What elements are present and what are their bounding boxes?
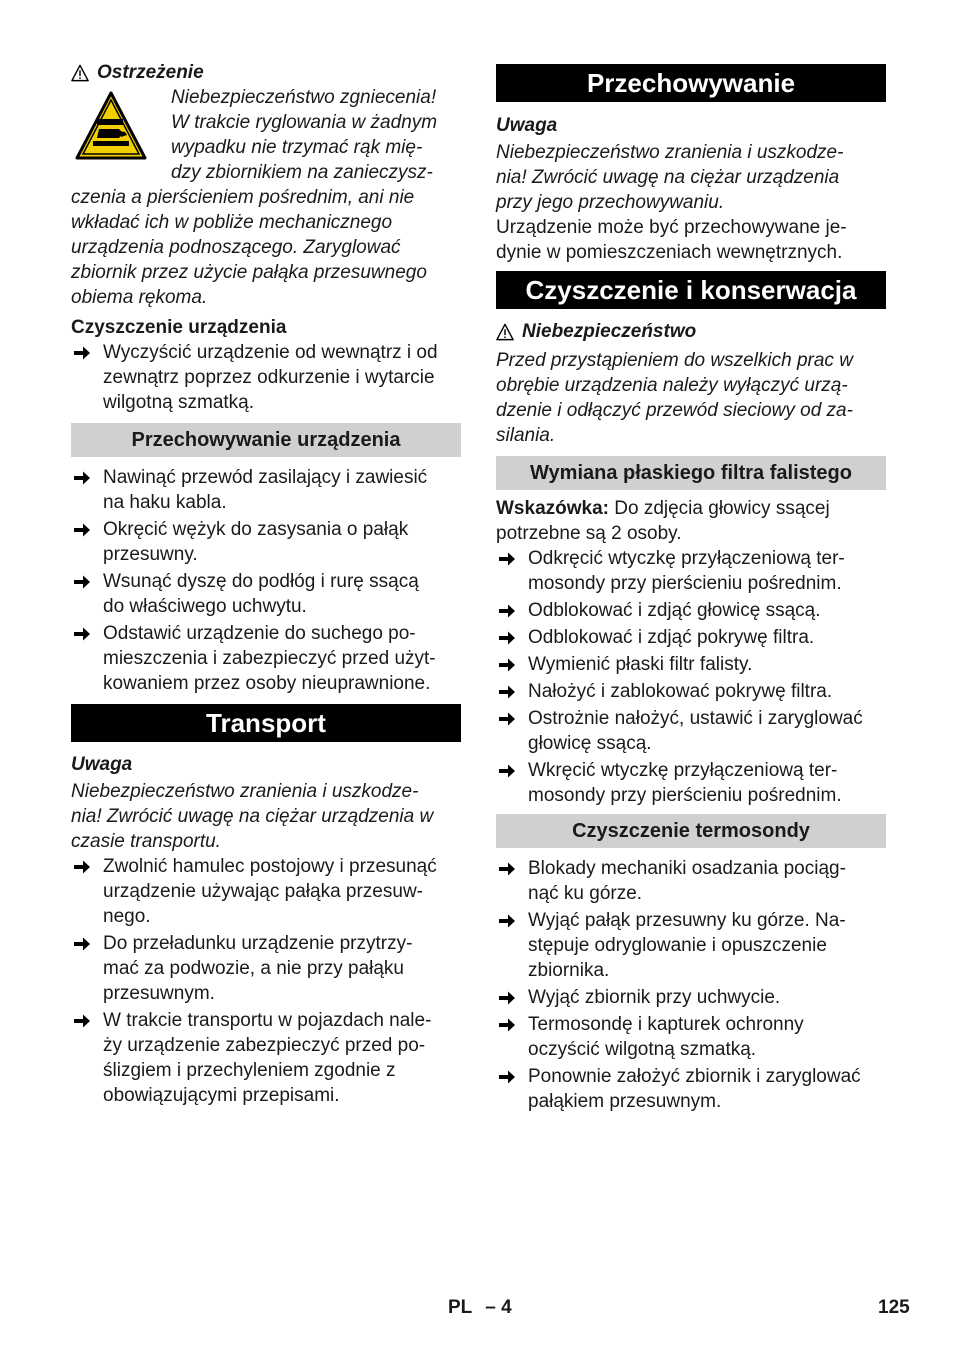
hint-label: Wskazówka:: [496, 498, 609, 519]
list-line: Okręcić wężyk do zasysania o pałąk: [103, 519, 409, 540]
list-line: Odblokować i zdjąć pokrywę filtra.: [528, 627, 815, 648]
list-line: Zwolnić hamulec postojowy i przesunąć: [103, 856, 437, 877]
list-item: [71, 340, 461, 415]
warning-triangle-icon: [71, 64, 89, 82]
list-line: przesuwny.: [103, 544, 198, 565]
arrow-right-icon: [73, 470, 91, 486]
warning-line: wkładać ich w pobliże mechanicznego: [71, 212, 393, 233]
list-item: [496, 856, 886, 906]
danger-heading: [496, 319, 886, 344]
danger-heading-text: Niebezpieczeństwo: [522, 321, 697, 342]
list-line: wilgotną szmatką.: [103, 392, 255, 413]
warning-line: wypadku nie trzymać rąk mię-: [171, 137, 423, 158]
list-line: oczyścić wilgotną szmatką.: [528, 1039, 757, 1060]
list-item: [71, 1008, 461, 1108]
probe-list: [496, 856, 886, 1114]
list-line: Wsunąć dyszę do podłóg i rurę ssącą: [103, 571, 419, 592]
list-item: [71, 931, 461, 1006]
list-line: mosondy przy pierścieniu pośrednim.: [528, 785, 842, 806]
footer-lang: PL: [448, 1297, 472, 1318]
danger-line: silania.: [496, 425, 556, 446]
list-line: Wyjąć zbiornik przy uchwycie.: [528, 987, 781, 1008]
right-column: [496, 64, 886, 1116]
list-line: Ostrożnie nałożyć, ustawić i zaryglować: [528, 708, 863, 729]
note-line: Niebezpieczeństwo zranienia i uszkodze-: [496, 142, 844, 163]
arrow-right-icon: [498, 1017, 516, 1033]
list-item: [496, 1064, 886, 1114]
list-line: nąć ku górze.: [528, 883, 643, 904]
list-line: Wyczyścić urządzenie od wewnątrz i od: [103, 342, 438, 363]
warning-line: W trakcie ryglowania w żadnym: [171, 112, 438, 133]
list-line: ży urządzenie zabezpieczyć przed po-: [103, 1035, 426, 1056]
warning-triangle-icon: [496, 323, 514, 341]
page-number: 125: [878, 1297, 910, 1318]
arrow-right-icon: [498, 1069, 516, 1085]
warning-heading-text: Ostrzeżenie: [97, 62, 204, 83]
list-line: Termosondę i kapturek ochronny: [528, 1014, 804, 1035]
danger-line: Przed przystąpieniem do wszelkich prac w: [496, 350, 853, 371]
warning-line: obiema rękoma.: [71, 287, 208, 308]
list-line: obowiązującymi przepisami.: [103, 1085, 340, 1106]
warning-line: czenia a pierścieniem pośrednim, ani nie: [71, 187, 415, 208]
section-heading: Przechowywanie: [496, 64, 886, 102]
list-line: na haku kabla.: [103, 492, 227, 513]
list-line: nego.: [103, 906, 151, 927]
list-line: mać za podwozie, a nie przy pałąku: [103, 958, 404, 979]
list-line: urządzenie używając pałąka przesuw-: [103, 881, 423, 902]
arrow-right-icon: [498, 657, 516, 673]
arrow-right-icon: [73, 522, 91, 538]
list-item: [496, 625, 886, 650]
arrow-right-icon: [498, 603, 516, 619]
section-heading: Czyszczenie i konserwacja: [496, 271, 886, 309]
section-heading: Przechowywanie urządzenia: [71, 423, 461, 457]
list-line: kowaniem przez osoby nieuprawnione.: [103, 673, 431, 694]
note-line: nia! Zwrócić uwagę na ciężar urządzenia: [496, 167, 840, 188]
list-line: Wymienić płaski filtr falisty.: [528, 654, 753, 675]
arrow-right-icon: [498, 990, 516, 1006]
list-item: [496, 758, 886, 808]
arrow-right-icon: [498, 684, 516, 700]
note-heading: Uwaga: [71, 754, 133, 775]
list-item: [496, 598, 886, 623]
arrow-right-icon: [498, 861, 516, 877]
note-line: Niebezpieczeństwo zranienia i uszkodze-: [71, 781, 419, 802]
storage-device-list: [71, 465, 461, 696]
list-line: Do przeładunku urządzenie przytrzy-: [103, 933, 413, 954]
hint-text: Do zdjęcia głowicy ssącej: [608, 498, 830, 519]
arrow-right-icon: [498, 551, 516, 567]
list-line: zbiornika.: [528, 960, 610, 981]
list-line: W trakcie transportu w pojazdach nale-: [103, 1010, 432, 1031]
arrow-right-icon: [73, 626, 91, 642]
transport-list: [71, 854, 461, 1108]
list-item: [71, 465, 461, 515]
filter-list: [496, 546, 886, 808]
footer-sep: – 4: [485, 1297, 512, 1318]
note-line: nia! Zwrócić uwagę na ciężar urządzenia w: [71, 806, 434, 827]
arrow-right-icon: [498, 913, 516, 929]
arrow-right-icon: [73, 1013, 91, 1029]
list-line: do właściwego uchwytu.: [103, 596, 307, 617]
list-item: [496, 546, 886, 596]
list-line: pałąkiem przesuwnym.: [528, 1091, 722, 1112]
arrow-right-icon: [498, 711, 516, 727]
list-line: zewnątrz poprzez odkurzenie i wytarcie: [103, 367, 435, 388]
hand-crush-hazard-icon: [75, 91, 147, 161]
hint-line: potrzebne są 2 osoby.: [496, 523, 682, 544]
list-line: Odkręcić wtyczkę przyłączeniową ter-: [528, 548, 845, 569]
note-heading: Uwaga: [496, 115, 558, 136]
list-line: Wyjąć pałąk przesuwny ku górze. Na-: [528, 910, 846, 931]
list-line: mieszczenia i zabezpieczyć przed użyt-: [103, 648, 436, 669]
danger-line: obrębie urządzenia należy wyłączyć urzą-: [496, 375, 848, 396]
hint-line: [496, 496, 886, 521]
arrow-right-icon: [498, 763, 516, 779]
list-line: głowicę ssącą.: [528, 733, 652, 754]
warning-line: dzy zbiornikiem na zanieczysz-: [171, 162, 433, 183]
arrow-right-icon: [73, 574, 91, 590]
list-line: stępuje odryglowanie i opuszczenie: [528, 935, 827, 956]
list-item: [496, 1012, 886, 1062]
list-line: Odblokować i zdjąć głowicę ssącą.: [528, 600, 821, 621]
warning-line: Niebezpieczeństwo zgniecenia!: [171, 87, 437, 108]
cleaning-list: [71, 340, 461, 415]
list-item: [71, 517, 461, 567]
section-subheading: Czyszczenie urządzenia: [71, 317, 287, 338]
note-line: przy jego przechowywaniu.: [496, 192, 725, 213]
arrow-right-icon: [73, 936, 91, 952]
list-item: [496, 706, 886, 756]
list-line: Nałożyć i zablokować pokrywę filtra.: [528, 681, 833, 702]
list-item: [496, 679, 886, 704]
warning-heading: [71, 60, 461, 85]
list-line: Wkręcić wtyczkę przyłączeniową ter-: [528, 760, 838, 781]
body-line: Urządzenie może być przechowywane je-: [496, 217, 847, 238]
list-item: [71, 569, 461, 619]
note-line: czasie transportu.: [71, 831, 221, 852]
warning-line: urządzenia podnoszącego. Zaryglować: [71, 237, 401, 258]
list-item: [496, 652, 886, 677]
left-column: [71, 60, 461, 1110]
list-item: [71, 621, 461, 696]
section-heading: Wymiana płaskiego filtra falistego: [496, 456, 886, 490]
body-line: dynie w pomieszczeniach wewnętrznych.: [496, 242, 843, 263]
list-item: [71, 854, 461, 929]
warning-line: zbiornik przez użycie pałąka przesuwnego: [71, 262, 427, 283]
arrow-right-icon: [73, 859, 91, 875]
arrow-right-icon: [73, 345, 91, 361]
list-line: Blokady mechaniki osadzania pociąg-: [528, 858, 846, 879]
list-line: Ponownie założyć zbiornik i zaryglować: [528, 1066, 861, 1087]
list-line: przesuwnym.: [103, 983, 215, 1004]
list-line: Odstawić urządzenie do suchego po-: [103, 623, 416, 644]
arrow-right-icon: [498, 630, 516, 646]
crush-warning: [71, 60, 461, 310]
list-line: Nawinąć przewód zasilający i zawiesić: [103, 467, 428, 488]
section-heading: Czyszczenie termosondy: [496, 814, 886, 848]
danger-line: dzenie i odłączyć przewód sieciowy od za-: [496, 400, 853, 421]
footer-language-page: [448, 1297, 512, 1319]
list-item: [496, 908, 886, 983]
list-line: ślizgiem i przechyleniem zgodnie z: [103, 1060, 396, 1081]
list-item: [496, 985, 886, 1010]
section-heading: Transport: [71, 704, 461, 742]
list-line: mosondy przy pierścieniu pośrednim.: [528, 573, 842, 594]
